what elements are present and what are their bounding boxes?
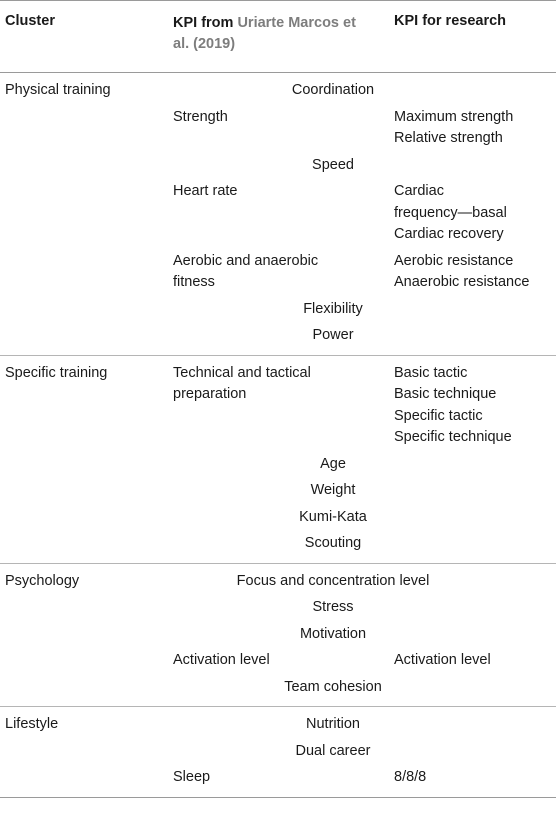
kpi-from-cell: Activation level	[173, 652, 270, 668]
kpi-from-cell: Sleep	[173, 769, 211, 785]
kpi-shared-cell: Coordination	[291, 82, 375, 98]
kpi-shared-cell: Team cohesion	[284, 678, 382, 695]
kpi-from-cell: Strength	[173, 108, 228, 125]
cluster-cell: Physical training	[5, 82, 111, 98]
table-group	[0, 356, 556, 564]
table-body	[0, 73, 556, 798]
cluster-cell: Lifestyle	[5, 716, 59, 732]
kpi-shared-cell: Stress	[312, 599, 354, 615]
cluster-cell: Specific training	[5, 364, 108, 381]
kpi-research-cell: Aerobic resistance Anaerobic resistance	[394, 252, 530, 290]
kpi-shared-cell: Weight	[310, 482, 356, 498]
kpi-from-cell: Heart rate	[173, 183, 238, 199]
header-cluster: Cluster	[5, 13, 55, 29]
cluster-cell: Psychology	[5, 572, 80, 589]
kpi-shared-cell: Scouting	[304, 535, 362, 551]
kpi-shared-cell: Flexibility	[303, 300, 363, 317]
table-group	[0, 564, 556, 708]
table-header	[0, 1, 556, 73]
kpi-shared-cell: Speed	[312, 156, 354, 173]
table-group	[0, 707, 556, 798]
kpi-shared-cell: Motivation	[299, 625, 367, 642]
header-kpi-from-label: KPI from	[173, 15, 238, 31]
kpi-research-cell: Cardiac frequency—basal Cardiac recovery	[394, 183, 507, 242]
kpi-research-cell: Basic tactic Basic technique Specific tactic Specific technique	[394, 364, 512, 445]
kpi-research-cell: Activation level	[394, 652, 491, 668]
kpi-from-cell: Aerobic and anaerobic fitness	[173, 252, 319, 290]
kpi-shared-cell: Kumi-Kata	[299, 508, 367, 525]
kpi-from-cell: Technical and tactical preparation	[173, 364, 311, 402]
kpi-research-cell: 8/8/8	[394, 769, 427, 785]
kpi-shared-cell: Power	[312, 327, 354, 343]
citation-link[interactable]: Uriarte Marcos et al. (2019)	[173, 15, 356, 52]
header-kpi-from	[173, 13, 363, 55]
kpi-research-cell: Maximum strength Relative strength	[394, 108, 514, 146]
kpi-shared-cell: Age	[320, 455, 346, 472]
header-kpi-research: KPI for research	[394, 13, 507, 29]
kpi-shared-cell: Focus and concentration level	[236, 572, 430, 589]
table-group	[0, 73, 556, 356]
kpi-shared-cell: Nutrition	[306, 716, 360, 732]
kpi-shared-cell: Dual career	[295, 742, 371, 759]
